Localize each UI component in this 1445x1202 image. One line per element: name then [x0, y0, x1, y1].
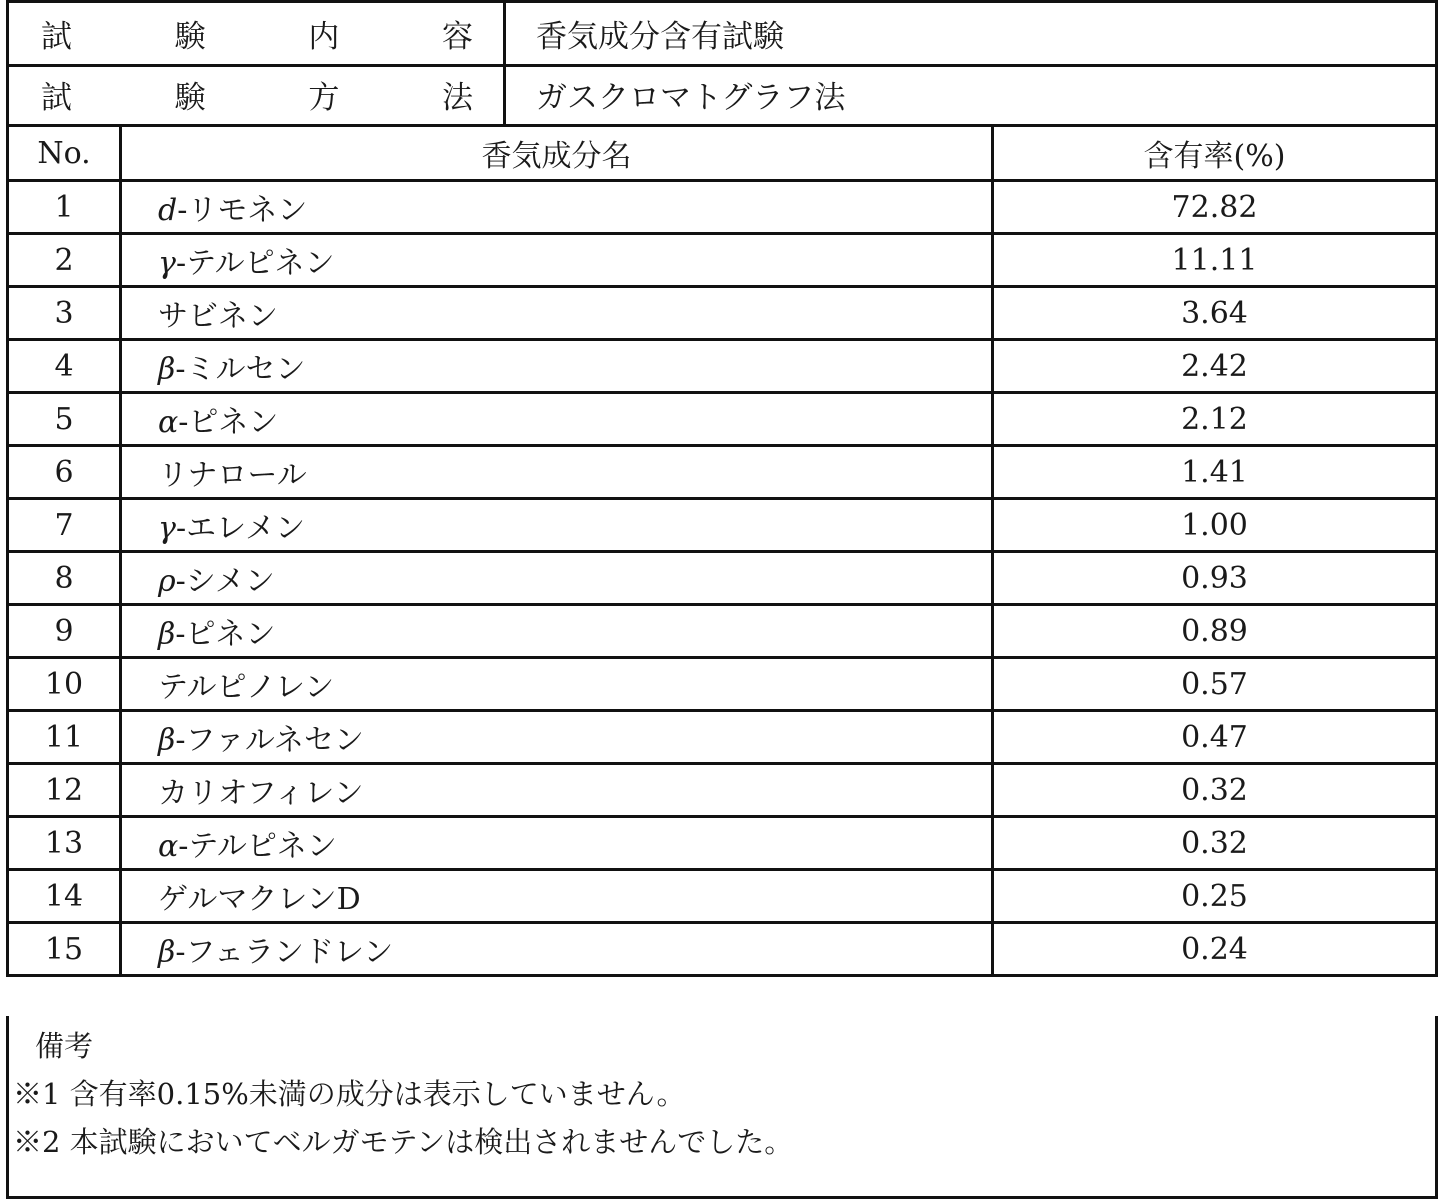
content-rate: 3.64 — [993, 287, 1437, 340]
label-char: 験 — [174, 19, 206, 55]
component-name-text: -テルピネン — [175, 246, 335, 281]
table-row — [8, 870, 1437, 923]
label-char: 内 — [308, 19, 340, 55]
isomer-prefix: β — [158, 935, 176, 970]
test-content-value: 香気成分含有試験 — [536, 19, 784, 55]
component-name-text: リナロール — [158, 458, 307, 493]
component-name-text: -ミルセン — [175, 352, 306, 387]
isomer-prefix: ρ — [158, 564, 176, 599]
label-char: 方 — [308, 79, 340, 116]
test-method-row — [6, 64, 1438, 127]
content-rate: 72.82 — [993, 181, 1437, 234]
remark-note-1: ※1 含有率0.15%未満の成分は表示していません。 — [13, 1077, 686, 1111]
label-char: 試 — [41, 79, 72, 116]
remark-note-2: ※2 本試験においてベルガモテンは検出されませんでした。 — [13, 1125, 794, 1159]
component-name — [121, 287, 993, 340]
column-header-rate: 含有率(%) — [993, 126, 1437, 181]
table-row — [8, 181, 1437, 234]
content-rate: 0.32 — [993, 817, 1437, 870]
table-row — [8, 817, 1437, 870]
column-header-no: No. — [8, 126, 121, 181]
row-number: 11 — [8, 711, 121, 764]
component-name-text: ゲルマクレンD — [158, 882, 361, 917]
table-row — [8, 605, 1437, 658]
column-header-name: 香気成分名 — [121, 126, 993, 181]
label-char: 法 — [441, 79, 473, 116]
isomer-prefix: γ — [158, 246, 176, 281]
label-char: 試 — [41, 19, 72, 55]
component-name — [121, 711, 993, 764]
component-name — [121, 870, 993, 923]
row-number: 4 — [8, 340, 121, 393]
component-name — [121, 340, 993, 393]
content-rate: 11.11 — [993, 234, 1437, 287]
row-number: 14 — [8, 870, 121, 923]
content-rate: 0.57 — [993, 658, 1437, 711]
remarks-title: 備考 — [35, 1029, 94, 1063]
component-name — [121, 658, 993, 711]
row-number: 1 — [8, 181, 121, 234]
content-rate: 2.42 — [993, 340, 1437, 393]
row-number: 8 — [8, 552, 121, 605]
table-row — [8, 552, 1437, 605]
table-row — [8, 393, 1437, 446]
isomer-prefix: β — [158, 723, 176, 758]
component-name-text: -リモネン — [177, 193, 308, 228]
component-name — [121, 605, 993, 658]
component-name — [121, 234, 993, 287]
table-row — [8, 499, 1437, 552]
table-row — [8, 287, 1437, 340]
row-number: 15 — [8, 923, 121, 976]
isomer-prefix: β — [158, 617, 176, 652]
row-number: 7 — [8, 499, 121, 552]
isomer-prefix: β — [158, 352, 176, 387]
component-name-text: -ファルネセン — [175, 723, 364, 758]
row-number: 6 — [8, 446, 121, 499]
component-name-text: カリオフィレン — [158, 776, 364, 811]
isomer-prefix: d — [158, 193, 178, 228]
test-method-value: ガスクロマトグラフ法 — [536, 79, 846, 116]
component-name — [121, 552, 993, 605]
table-row — [8, 764, 1437, 817]
content-rate: 0.47 — [993, 711, 1437, 764]
label-char: 容 — [441, 19, 473, 55]
component-name — [121, 817, 993, 870]
label-char: 験 — [174, 79, 206, 116]
content-rate: 0.89 — [993, 605, 1437, 658]
content-rate: 1.41 — [993, 446, 1437, 499]
row-number: 5 — [8, 393, 121, 446]
component-name-text: -ピネン — [175, 617, 276, 652]
aroma-component-table — [6, 124, 1438, 977]
test-method-label — [9, 64, 506, 124]
row-number: 12 — [8, 764, 121, 817]
row-number: 9 — [8, 605, 121, 658]
content-rate: 0.24 — [993, 923, 1437, 976]
component-name-text: -ピネン — [178, 405, 279, 440]
table-row — [8, 234, 1437, 287]
row-number: 2 — [8, 234, 121, 287]
component-name-text: サビネン — [158, 299, 278, 334]
component-name — [121, 181, 993, 234]
content-rate: 0.93 — [993, 552, 1437, 605]
isomer-prefix: γ — [158, 511, 176, 546]
table-row — [8, 446, 1437, 499]
component-name — [121, 923, 993, 976]
component-name-text: -エレメン — [175, 511, 306, 546]
table-row — [8, 340, 1437, 393]
isomer-prefix: α — [158, 829, 179, 864]
table-body — [8, 181, 1437, 976]
component-name-text: -シメン — [175, 564, 275, 599]
row-number: 3 — [8, 287, 121, 340]
content-rate: 0.25 — [993, 870, 1437, 923]
test-content-row — [6, 0, 1438, 67]
table-row — [8, 923, 1437, 976]
content-rate: 1.00 — [993, 499, 1437, 552]
component-name-text: テルピノレン — [158, 670, 335, 705]
table-row — [8, 711, 1437, 764]
row-number: 10 — [8, 658, 121, 711]
remarks-section — [6, 1016, 1438, 1199]
content-rate: 2.12 — [993, 393, 1437, 446]
component-name-text: -テルピネン — [178, 829, 337, 864]
table-row — [8, 658, 1437, 711]
component-name-text: -フェランドレン — [175, 935, 394, 970]
row-number: 13 — [8, 817, 121, 870]
component-name — [121, 446, 993, 499]
table-header-row — [8, 126, 1437, 181]
component-name — [121, 764, 993, 817]
component-name — [121, 393, 993, 446]
isomer-prefix: α — [158, 405, 179, 440]
component-name — [121, 499, 993, 552]
test-content-label — [9, 3, 506, 64]
content-rate: 0.32 — [993, 764, 1437, 817]
